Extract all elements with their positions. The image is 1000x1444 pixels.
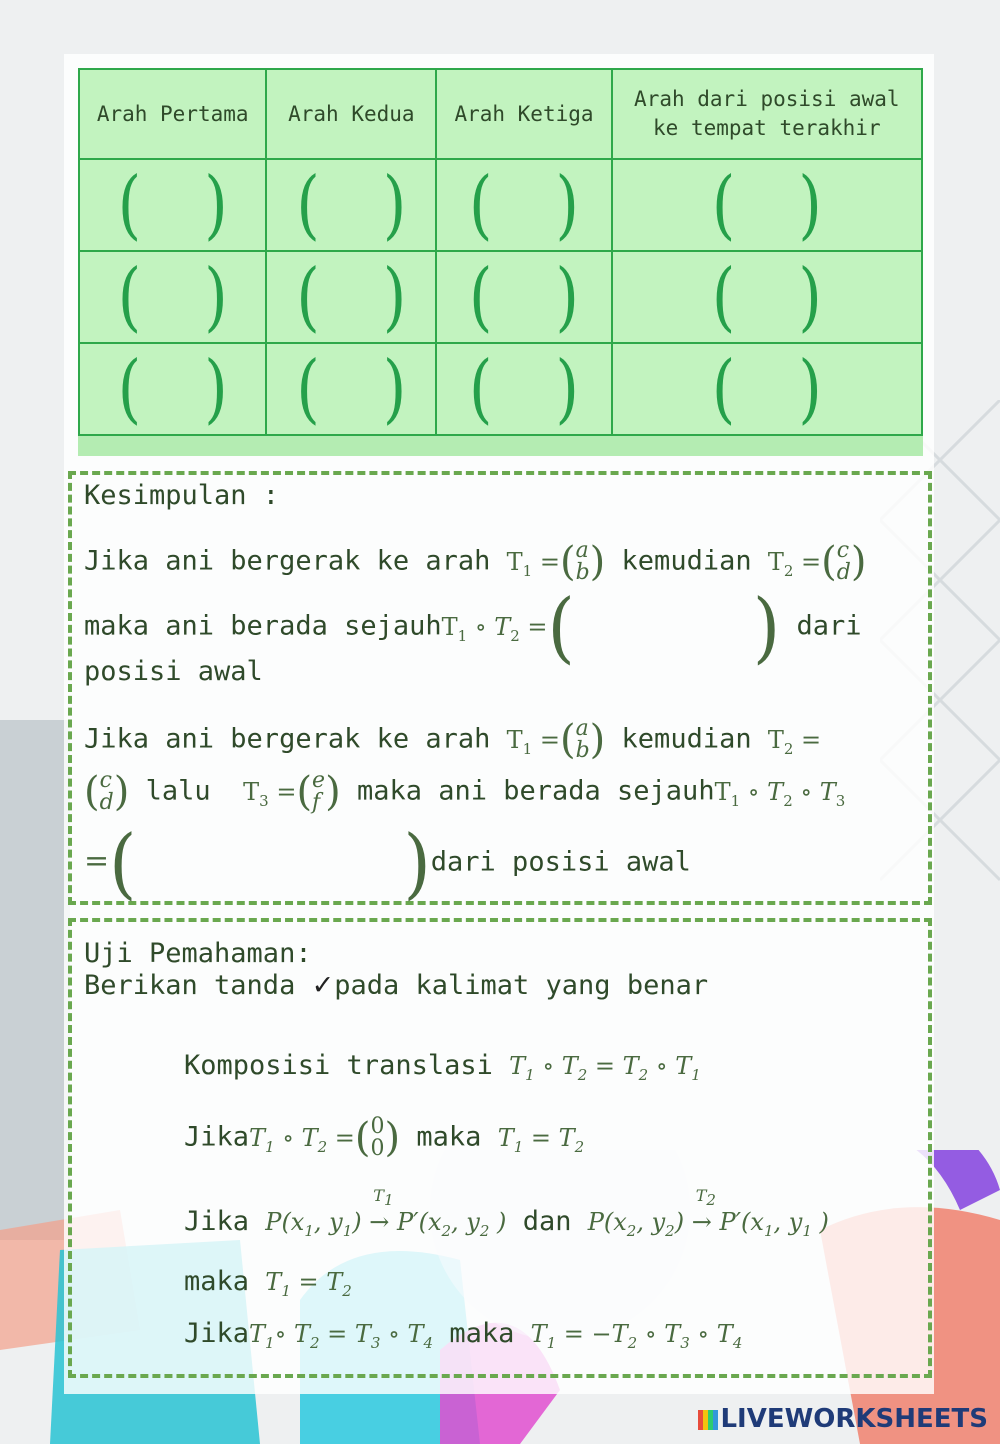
column-header: Arah Kedua: [266, 69, 436, 159]
conclusion-line: =( )dari posisi awal: [84, 817, 691, 909]
text-segment: lalu: [145, 775, 211, 807]
test-instruction: [84, 970, 708, 1001]
conclusion-line: ( c d ) lalu $T_3$ = ( e f ) maka ani berada sejauhT$_1$ ∘ $T_2$ ∘ $T_3$: [84, 768, 846, 815]
text-segment: maka ani berada sejauh: [356, 775, 715, 807]
vector-answer-cell[interactable]: [612, 251, 922, 343]
vector-blank: ( ): [711, 345, 844, 433]
vector-answer-cell[interactable]: [79, 343, 266, 435]
text-segment: Jika ani bergerak ke arah: [84, 723, 491, 755]
vector-blank: ( ): [117, 161, 250, 249]
vector-blank: ( ): [296, 345, 429, 433]
answer-blank[interactable]: ( ): [109, 817, 431, 909]
text-segment: maka: [416, 1121, 482, 1153]
text-segment: maka: [184, 1266, 250, 1297]
text-segment: kemudian: [621, 545, 752, 577]
conclusion-line: maka ani berada sejauhT$_1$ ∘ $T_2$ =( ) dari: [84, 581, 862, 673]
text-segment: maka: [449, 1318, 515, 1349]
text-segment: dari: [796, 610, 862, 642]
direction-table-container: [78, 68, 923, 456]
column-header: Arah Pertama: [79, 69, 266, 159]
text-segment: Jika: [184, 1121, 250, 1153]
vector-answer-cell[interactable]: [266, 251, 436, 343]
test-title: Uji Pemahaman:: [84, 938, 312, 969]
conclusion-line: posisi awal: [84, 656, 263, 687]
table-row: [79, 343, 922, 435]
vector-answer-cell[interactable]: [79, 159, 266, 251]
table-row: [79, 251, 922, 343]
vector-answer-cell[interactable]: [266, 159, 436, 251]
text-segment: pada kalimat yang benar: [334, 970, 709, 1001]
text-segment: Jika ani bergerak ke arah: [84, 545, 491, 577]
vector-blank: ( ): [469, 161, 601, 249]
statement-3-cont: maka $T_1 = T_2$: [184, 1266, 352, 1300]
text-segment: dari posisi awal: [430, 846, 691, 878]
vector-answer-cell[interactable]: [436, 159, 611, 251]
logo-icon: [698, 1410, 718, 1430]
text-segment: Jika: [184, 1206, 250, 1237]
text-segment: Komposisi translasi: [184, 1050, 493, 1081]
liveworksheets-logo: [698, 1404, 988, 1434]
column-header: Arah Ketiga: [436, 69, 611, 159]
vector-answer-cell[interactable]: [266, 343, 436, 435]
conclusion-title: Kesimpulan :: [84, 480, 280, 511]
text-segment: dan: [522, 1206, 572, 1237]
vector-blank: ( ): [711, 161, 844, 249]
vector-answer-cell[interactable]: [612, 159, 922, 251]
text-segment: kemudian: [621, 723, 752, 755]
statement-3[interactable]: Jika $P(x_1$, $y_1$) → $T_1$ $P'(x_2$, $y_2$ ) dan $P(x_2$, $y_2$) → $T_2$ $P'(x_1$, $y_1$ ): [184, 1186, 829, 1240]
vector-blank: ( ): [296, 253, 429, 341]
table-row: [79, 159, 922, 251]
text-segment: Berikan tanda: [84, 970, 296, 1001]
statement-4[interactable]: JikaT$_1$∘ $T_2 = T_3$ ∘ $T_4$ maka $T_1 = -T_2$ ∘ $T_3$ ∘ $T_4$: [184, 1318, 743, 1352]
direction-table: [78, 68, 923, 436]
vector-blank: ( ): [296, 161, 429, 249]
statement-1[interactable]: Komposisi translasi $T_1$ ∘ $T_2 = T_2$ ∘ $T_1$: [184, 1050, 701, 1084]
column-header: Arah dari posisi awal ke tempat terakhir: [612, 69, 922, 159]
vector-blank: ( ): [711, 253, 844, 341]
vector-answer-cell[interactable]: [612, 343, 922, 435]
vector-blank: ( ): [117, 253, 250, 341]
vector-answer-cell[interactable]: [436, 343, 611, 435]
answer-blank[interactable]: ( ): [547, 581, 781, 673]
logo-text: LIVEWORKSHEETS: [720, 1404, 988, 1434]
table-header-row: [79, 69, 922, 159]
vector-blank: ( ): [469, 253, 601, 341]
conclusion-line: Jika ani bergerak ke arah $T_1$ = ( a b ) kemudian $T_2$ = ( c d ): [84, 538, 867, 585]
vector-blank: ( ): [469, 345, 601, 433]
text-segment: maka ani berada sejauh: [84, 610, 442, 642]
checkmark-icon: ✓: [311, 970, 335, 1001]
vector-answer-cell[interactable]: [436, 251, 611, 343]
vector-blank: ( ): [117, 345, 250, 433]
conclusion-line: Jika ani bergerak ke arah $T_1$ = ( a b ) kemudian $T_2$ =: [84, 716, 822, 763]
vector-answer-cell[interactable]: [79, 251, 266, 343]
text-segment: Jika: [184, 1318, 250, 1349]
statement-2[interactable]: JikaT$_1$ ∘ $T_2$ = ( 0 0 ) maka $T_1 = T_2$: [184, 1114, 585, 1161]
